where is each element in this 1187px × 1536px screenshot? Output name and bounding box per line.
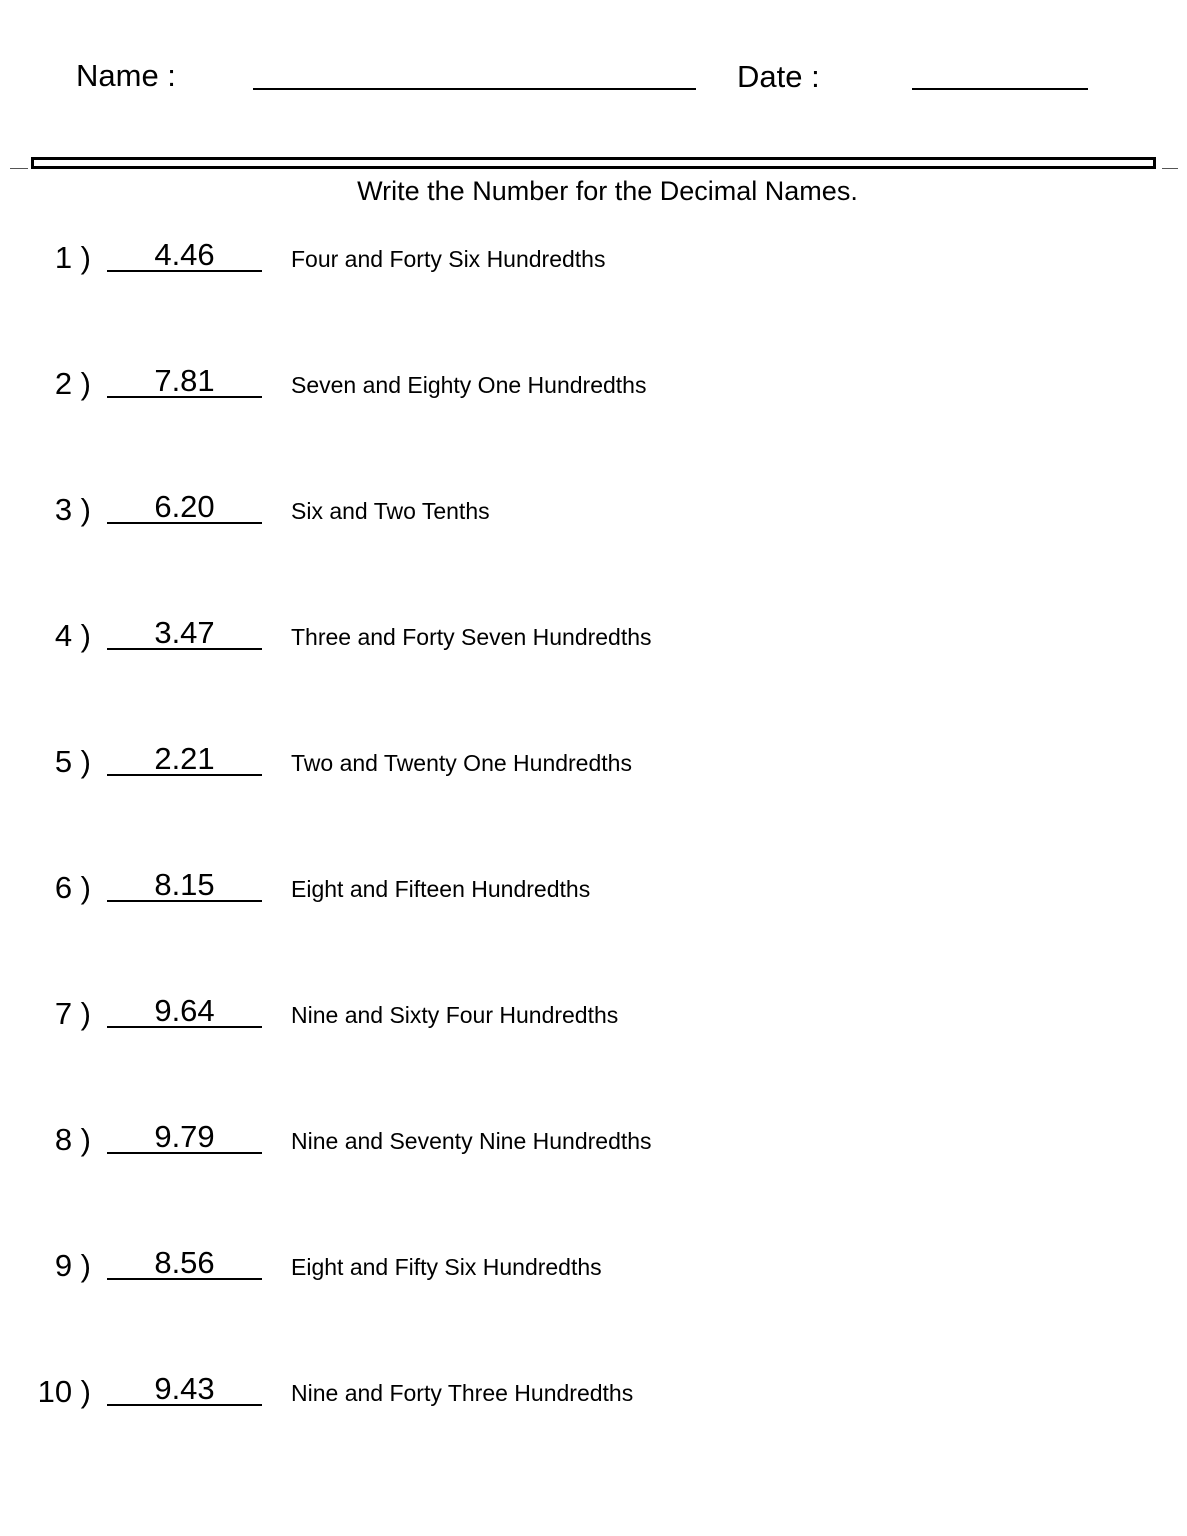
answer-value: 2.21 [154, 741, 215, 776]
question-number: 6 ) [54, 870, 91, 905]
question-number: 2 ) [54, 366, 91, 401]
question-number: 9 ) [54, 1248, 91, 1283]
question-number: 8 ) [54, 1122, 91, 1157]
question-item [0, 1245, 1187, 1308]
question-number: 5 ) [54, 744, 91, 779]
question-item [0, 993, 1187, 1056]
decimal-name: Three and Forty Seven Hundredths [291, 624, 652, 650]
decimal-name: Nine and Forty Three Hundredths [291, 1380, 634, 1406]
answer-value: 3.47 [154, 615, 215, 650]
double-rule-gap [37, 162, 1150, 164]
answer-value: 8.15 [154, 867, 215, 902]
left-edge-tick [10, 168, 28, 169]
question-item [0, 741, 1187, 804]
question-item [0, 363, 1187, 426]
question-number: 3 ) [54, 492, 91, 527]
answer-value: 8.56 [154, 1245, 215, 1280]
date-blank-line [912, 88, 1088, 90]
decimal-name: Nine and Seventy Nine Hundredths [291, 1128, 652, 1154]
decimal-name: Nine and Sixty Four Hundredths [291, 1002, 619, 1028]
question-item [0, 1371, 1187, 1434]
right-edge-tick [1162, 168, 1178, 169]
decimal-name: Four and Forty Six Hundredths [291, 246, 606, 272]
question-number: 1 ) [54, 240, 91, 275]
decimal-name: Eight and Fifteen Hundredths [291, 876, 591, 902]
answer-value: 7.81 [154, 363, 215, 398]
decimal-name: Seven and Eighty One Hundredths [291, 372, 647, 398]
answer-value: 9.64 [154, 993, 215, 1028]
question-item [0, 237, 1187, 300]
question-number: 10 ) [37, 1374, 91, 1409]
question-item [0, 867, 1187, 930]
question-number: 4 ) [54, 618, 91, 653]
name-label: Name : [76, 58, 176, 93]
answer-value: 9.79 [154, 1119, 215, 1154]
answer-value: 4.46 [154, 237, 215, 272]
question-item [0, 1119, 1187, 1182]
decimal-name: Eight and Fifty Six Hundredths [291, 1254, 602, 1280]
decimal-name: Two and Twenty One Hundredths [291, 750, 632, 776]
worksheet-title: Write the Number for the Decimal Names. [357, 176, 858, 206]
decimal-name: Six and Two Tenths [291, 498, 490, 524]
question-item [0, 489, 1187, 552]
question-number: 7 ) [54, 996, 91, 1031]
question-item [0, 615, 1187, 678]
answer-value: 6.20 [154, 489, 215, 524]
date-label: Date : [737, 59, 820, 94]
name-blank-line [253, 88, 696, 90]
answer-value: 9.43 [154, 1371, 215, 1406]
